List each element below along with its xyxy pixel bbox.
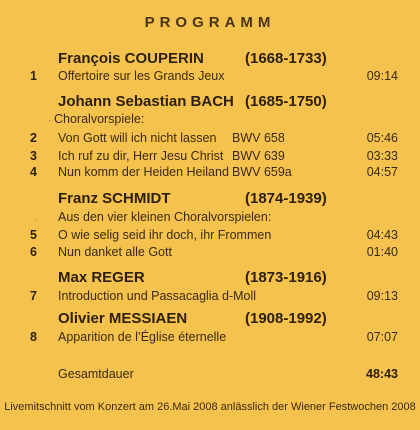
page-title: PROGRAMM [144, 14, 276, 31]
section-subheading: Aus den vier kleinen Choralvorspielen: [58, 210, 272, 224]
track-number: 6 [30, 245, 37, 259]
composer-dates: (1873-1916) [245, 269, 327, 286]
track-title: Von Gott will ich nicht lassen [58, 131, 217, 145]
composer-name: Max REGER [58, 269, 145, 286]
track-duration: 05:46 [366, 131, 398, 145]
track-number: 1 [30, 69, 37, 83]
composer-dates: (1685-1750) [245, 93, 327, 110]
total-duration-value: 48:43 [366, 367, 398, 381]
track-duration: 01:40 [366, 245, 398, 259]
track-duration: 09:14 [366, 69, 398, 83]
composer-dates: (1874-1939) [245, 190, 327, 207]
track-number: 3 [30, 149, 37, 163]
track-title: Nun komm der Heiden Heiland [58, 165, 229, 179]
track-catalog: BWV 659a [232, 165, 292, 179]
track-duration: 04:43 [366, 228, 398, 242]
section-subheading: Choralvorspiele: [54, 112, 145, 126]
composer-name: Johann Sebastian BACH [58, 93, 234, 110]
track-duration: 04:57 [366, 165, 398, 179]
track-duration: 09:13 [366, 289, 398, 303]
track-duration: 07:07 [366, 330, 398, 344]
bullet-dot: · [34, 215, 37, 224]
track-title: Nun danket alle Gott [58, 245, 172, 259]
composer-name: Olivier MESSIAEN [58, 310, 188, 327]
track-catalog: BWV 658 [232, 131, 285, 145]
track-number: 7 [30, 289, 37, 303]
track-title: Introduction und Passacaglia d-Moll [58, 289, 257, 303]
track-title: Offertoire sur les Grands Jeux [58, 69, 225, 83]
track-number: 4 [30, 165, 37, 179]
track-title: O wie selig seid ihr doch, ihr Frommen [58, 228, 272, 242]
track-number: 8 [30, 330, 37, 344]
total-duration-label: Gesamtdauer [58, 367, 134, 381]
track-number: 2 [30, 131, 37, 145]
composer-name: François COUPERIN [58, 50, 204, 67]
composer-name: Franz SCHMIDT [58, 190, 171, 207]
bullet-dot: · [48, 116, 51, 125]
track-title: Ich ruf zu dir, Herr Jesu Christ [58, 149, 224, 163]
recording-note: Livemitschnitt vom Konzert am 26.Mai 2008 anlässlich der Wiener Festwochen 2008 [4, 401, 416, 413]
track-catalog: BWV 639 [232, 149, 285, 163]
track-duration: 03:33 [366, 149, 398, 163]
track-number: 5 [30, 228, 37, 242]
track-title: Apparition de l’Église éternelle [58, 330, 227, 344]
composer-dates: (1668-1733) [245, 50, 327, 67]
composer-dates: (1908-1992) [245, 310, 327, 327]
